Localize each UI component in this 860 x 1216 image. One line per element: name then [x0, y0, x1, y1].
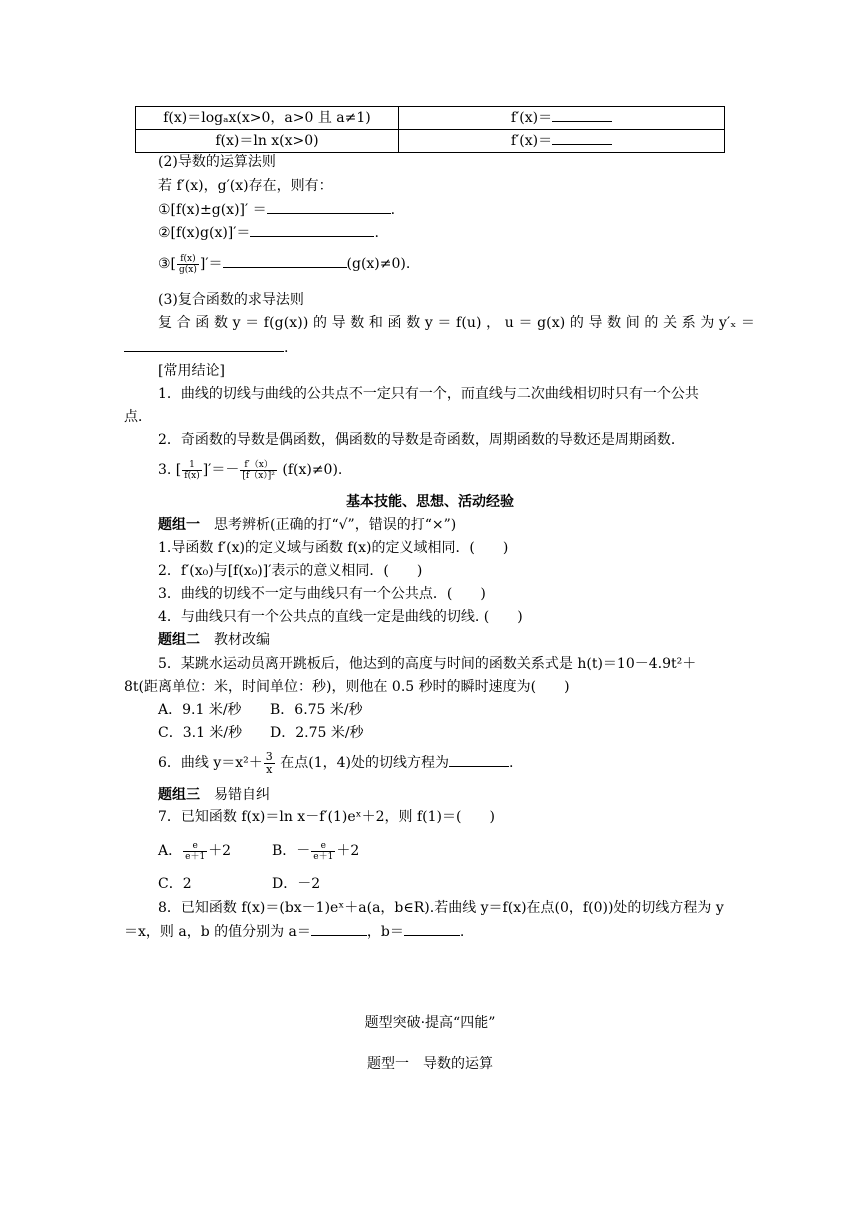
table-cell-function: f(x)＝ln x(x>0)	[136, 130, 399, 153]
group3-q8: 8．已知函数 f(x)＝(bx－1)eˣ＋a(a，b∈R).若曲线 y＝f(x)在点(0，f(0))处的切线方程为 y	[158, 900, 724, 916]
composite-rule: 复 合 函 数 y ＝ f(g(x)) 的 导 数 和 函 数 y ＝ f(u) ， u ＝ g(x) 的 导 数 间 的 关 系 为 y′ₓ ＝	[158, 315, 755, 331]
q7-option-d: D．－2	[272, 876, 321, 892]
conclusion-1: 1．曲线的切线与曲线的公共点不一定只有一个，而直线与二次曲线相切时只有一个公共	[158, 386, 699, 402]
group1-heading: 题组一 思考辨析(正确的打“√”，错误的打“×”)	[158, 517, 457, 533]
group1-q2: 2．f′(x₀)与[f(x₀)]′表示的意义相同．( )	[158, 563, 423, 579]
rules-heading: (2)导数的运算法则	[158, 154, 276, 170]
table-cell-function: f(x)＝logₐx(x>0，a>0 且 a≠1)	[136, 107, 399, 130]
table-cell-derivative: f′(x)＝	[399, 130, 725, 153]
q7-option-b: B．－ $\frac{e}{e+1}$ ＋2	[272, 840, 360, 862]
group3-q8-cont: ＝x，则 a，b 的值分别为 a＝ ，b＝ .	[124, 921, 464, 942]
group1-q4: 4．与曲线只有一个公共点的直线一定是曲线的切线. ( )	[158, 609, 523, 625]
table-row	[136, 107, 725, 130]
conclusion-2: 2．奇函数的导数是偶函数，偶函数的导数是奇函数，周期函数的导数还是周期函数．	[158, 432, 685, 448]
conclusion-1-cont: 点．	[124, 409, 152, 425]
q5-option-a: A．9.1 米/秒	[158, 702, 242, 718]
rule-product: ②[f(x)g(x)]′＝ .	[158, 222, 379, 243]
section-title: 基本技能、思想、活动经验	[346, 494, 514, 510]
reciprocal-derivative-fraction: $\frac{f'(x)}{\text{[f（x）]²}}$	[242, 459, 275, 481]
group2-q5-cont: 8t(距离单位：米，时间单位：秒)，则他在 0.5 秒时的瞬时速度为( )	[124, 679, 570, 695]
table-row	[136, 130, 725, 153]
rule-quotient: ③[ $\frac{f(x)}{g(x)}$ ]′＝ (g(x)≠0).	[158, 253, 411, 275]
group1-q1: 1.导函数 f′(x)的定义域与函数 f(x)的定义域相同．( )	[158, 540, 509, 556]
group2-heading: 题组二 教材改编	[158, 632, 270, 648]
q7-b-fraction: $\frac{e}{e+1}$	[313, 840, 334, 862]
rule-sum: ①[f(x)±g(x)]′ ＝ .	[158, 199, 395, 220]
q6-fraction: $\frac{3}{x}$	[265, 749, 273, 776]
type1-heading: 题型一 导数的运算	[367, 1056, 493, 1072]
conclusion-3: 3. [ $\frac{1}{f(x)}$ ]′＝－ $\frac{f'(x)}{\text{[f（x）]²}}$ (f(x)≠0).	[158, 459, 343, 481]
conclusions-heading: [常用结论]	[158, 363, 225, 379]
reciprocal-fraction: $\frac{1}{f(x)}$	[184, 459, 200, 481]
group3-q7: 7．已知函数 f(x)＝ln x－f′(1)eˣ＋2，则 f(1)＝( )	[158, 809, 495, 825]
breakthrough-heading: 题型突破·提高“四能”	[364, 1015, 496, 1031]
table-cell-derivative: f′(x)＝	[399, 107, 725, 130]
group1-q3: 3．曲线的切线不一定与曲线只有一个公共点．( )	[158, 586, 486, 602]
q7-option-a: A． $\frac{e}{e+1}$ ＋2	[158, 840, 232, 862]
group2-q6: 6．曲线 y＝x²＋ $\frac{3}{x}$ 在点(1，4)处的切线方程为 .	[158, 749, 514, 776]
group2-q5: 5．某跳水运动员离开跳板后，他达到的高度与时间的函数关系式是 h(t)＝10－4.9t²＋	[158, 656, 697, 672]
group3-heading: 题组三 易错自纠	[158, 787, 270, 803]
q5-option-d: D．2.75 米/秒	[270, 725, 364, 741]
quotient-fraction: $\frac{f(x)}{g(x)}$	[179, 253, 197, 275]
q7-a-fraction: $\frac{e}{e+1}$	[185, 840, 206, 862]
q5-option-b: B．6.75 米/秒	[270, 702, 363, 718]
composite-rule-answer: .	[124, 337, 288, 358]
derivative-table	[135, 106, 725, 153]
q7-option-c: C．2	[158, 876, 192, 892]
composite-heading: (3)复合函数的求导法则	[158, 292, 304, 308]
rules-intro: 若 f′(x)，g′(x)存在，则有：	[158, 178, 333, 194]
q5-option-c: C．3.1 米/秒	[158, 725, 243, 741]
